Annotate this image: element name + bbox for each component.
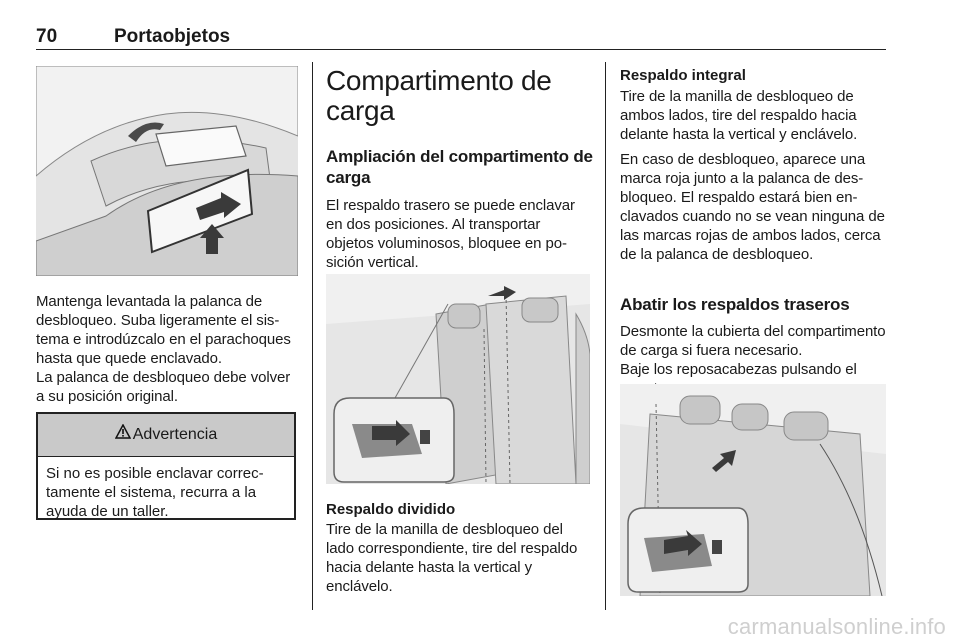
- integral-backrest-paragraph: Tire de la manilla de desbloqueo de ambos lados, tire del respaldo hacia delante hasta la vertical y enclávelo.: [620, 88, 858, 143]
- cargo-paragraph: El respaldo trasero se puede enclavar en dos posiciones. Al transportar objetos voluminosos, bloquee en posición vertical.: [326, 197, 575, 271]
- page-number: 70: [36, 26, 58, 47]
- split-backrest-heading: Respaldo dividido: [326, 501, 456, 518]
- header-rule: [36, 49, 886, 50]
- integral-backrest-heading: Respaldo integral: [620, 67, 746, 84]
- warning-box: [36, 412, 296, 520]
- split-backrest-paragraph: Tire de la manilla de desbloqueo del lado correspondiente, tire del respaldo hacia delante hasta la vertical y enclávelo.: [326, 521, 578, 595]
- page-header: [36, 20, 886, 50]
- split-seatback-illustration: [326, 274, 590, 484]
- folding-seatbacks-illustration: [620, 384, 886, 596]
- instruction-paragraph: Mantenga levantada la palanca de desbloqueo. Suba ligeramente el sistema e introdúzcalo en el parachoques hasta que quede enclavado.: [36, 293, 291, 367]
- warning-triangle-icon: [115, 414, 131, 456]
- column-divider-1: [312, 62, 313, 610]
- fold-backrests-heading: Abatir los respaldos traseros: [620, 295, 850, 314]
- subsection-heading: Ampliación del compartimento de carga: [326, 147, 593, 187]
- remove-cover-paragraph: Desmonte la cubierta del compartimento de carga si fuera necesario.: [620, 323, 886, 359]
- column-divider-2: [605, 62, 606, 610]
- headrest-paragraph: Baje los reposacabezas pulsando el: [620, 361, 857, 378]
- trunk-bumper-illustration: [36, 66, 298, 276]
- unlock-indicator-paragraph: En caso de desbloqueo, aparece una marca roja junto a la palanca de desbloqueo. El respaldo estará bien enclavados cuando no se vean ninguna de las marcas rojas de ambos lados, cerca de la palanca de desbloqueo.: [620, 151, 885, 263]
- warning-title: Advertencia: [132, 426, 218, 444]
- section-heading: Compartimento de carga: [326, 65, 552, 126]
- instruction-paragraph-2: La palanca de desbloqueo debe volver a su posición original.: [36, 369, 291, 405]
- running-title: Portaobjetos: [114, 26, 231, 47]
- watermark: carmanualsonline.info: [727, 614, 946, 639]
- warning-header: [38, 414, 294, 457]
- warning-text: Si no es posible enclavar correctamente el sistema, recurra a la ayuda de un taller.: [46, 465, 264, 520]
